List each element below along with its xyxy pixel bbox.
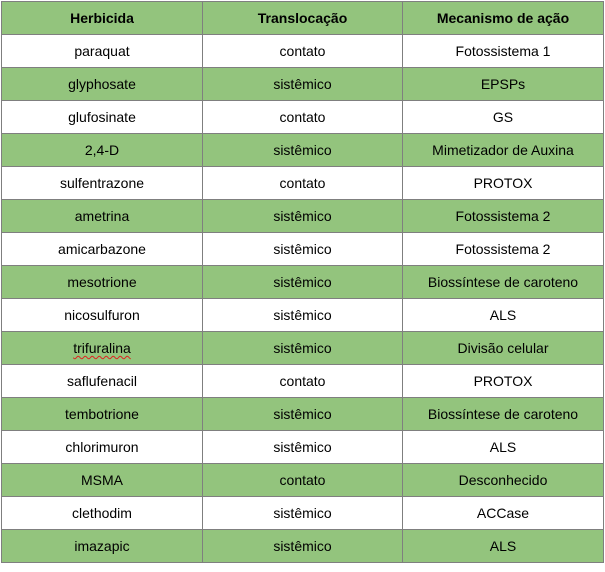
cell-translocacao[interactable]: contato [203,167,403,200]
cell-mecanismo[interactable]: GS [403,101,604,134]
cell-translocacao[interactable]: sistêmico [203,200,403,233]
cell-mecanismo[interactable]: PROTOX [403,167,604,200]
cell-mecanismo[interactable]: Mimetizador de Auxina [403,134,604,167]
cell-mecanismo[interactable]: PROTOX [403,365,604,398]
header-herbicida[interactable]: Herbicida [2,2,203,35]
cell-herbicida[interactable]: sulfentrazone [2,167,203,200]
cell-mecanismo[interactable]: Divisão celular [403,332,604,365]
cell-mecanismo[interactable]: ACCase [403,497,604,530]
cell-herbicida[interactable]: amicarbazone [2,233,203,266]
cell-herbicida[interactable]: saflufenacil [2,365,203,398]
cell-mecanismo[interactable]: Desconhecido [403,464,604,497]
header-mecanismo[interactable]: Mecanismo de ação [403,2,604,35]
cell-herbicida[interactable]: clethodim [2,497,203,530]
cell-translocacao[interactable]: contato [203,101,403,134]
cell-translocacao[interactable]: sistêmico [203,431,403,464]
cell-translocacao[interactable]: contato [203,365,403,398]
table-row [2,35,604,68]
cell-mecanismo[interactable]: Biossíntese de caroteno [403,266,604,299]
cell-herbicida[interactable]: glyphosate [2,68,203,101]
table-row [2,365,604,398]
table-row [2,101,604,134]
cell-translocacao[interactable]: sistêmico [203,530,403,563]
cell-herbicida[interactable]: glufosinate [2,101,203,134]
cell-mecanismo[interactable]: Biossíntese de caroteno [403,398,604,431]
cell-translocacao[interactable]: contato [203,464,403,497]
cell-mecanismo[interactable]: ALS [403,431,604,464]
cell-mecanismo[interactable]: ALS [403,530,604,563]
cell-translocacao[interactable]: sistêmico [203,233,403,266]
table-row [2,464,604,497]
cell-mecanismo[interactable]: Fotossistema 2 [403,200,604,233]
cell-translocacao[interactable]: sistêmico [203,332,403,365]
cell-herbicida[interactable]: 2,4-D [2,134,203,167]
cell-translocacao[interactable]: sistêmico [203,299,403,332]
cell-herbicida[interactable] [2,332,203,365]
table-row [2,134,604,167]
table-row [2,332,604,365]
cell-mecanismo[interactable]: EPSPs [403,68,604,101]
cell-herbicida[interactable]: nicosulfuron [2,299,203,332]
table-row [2,200,604,233]
cell-herbicida[interactable]: tembotrione [2,398,203,431]
cell-translocacao[interactable]: sistêmico [203,134,403,167]
table-row [2,398,604,431]
cell-herbicida[interactable]: paraquat [2,35,203,68]
cell-herbicida[interactable]: mesotrione [2,266,203,299]
table-row [2,299,604,332]
table-row [2,530,604,563]
cell-herbicida[interactable]: MSMA [2,464,203,497]
table-row [2,167,604,200]
cell-translocacao[interactable]: sistêmico [203,266,403,299]
cell-translocacao[interactable]: sistêmico [203,68,403,101]
cell-translocacao[interactable]: sistêmico [203,497,403,530]
cell-translocacao[interactable]: sistêmico [203,398,403,431]
cell-mecanismo[interactable]: Fotossistema 1 [403,35,604,68]
cell-translocacao[interactable]: contato [203,35,403,68]
table-row [2,68,604,101]
header-row [2,2,604,35]
cell-mecanismo[interactable]: Fotossistema 2 [403,233,604,266]
cell-herbicida[interactable]: ametrina [2,200,203,233]
cell-herbicida[interactable]: imazapic [2,530,203,563]
header-translocacao[interactable]: Translocação [203,2,403,35]
herbicide-table [1,1,604,563]
table-row [2,497,604,530]
spellcheck-flagged-word: trifuralina [73,340,131,356]
table-row [2,431,604,464]
cell-herbicida[interactable]: chlorimuron [2,431,203,464]
table-row [2,266,604,299]
cell-mecanismo[interactable]: ALS [403,299,604,332]
table-row [2,233,604,266]
